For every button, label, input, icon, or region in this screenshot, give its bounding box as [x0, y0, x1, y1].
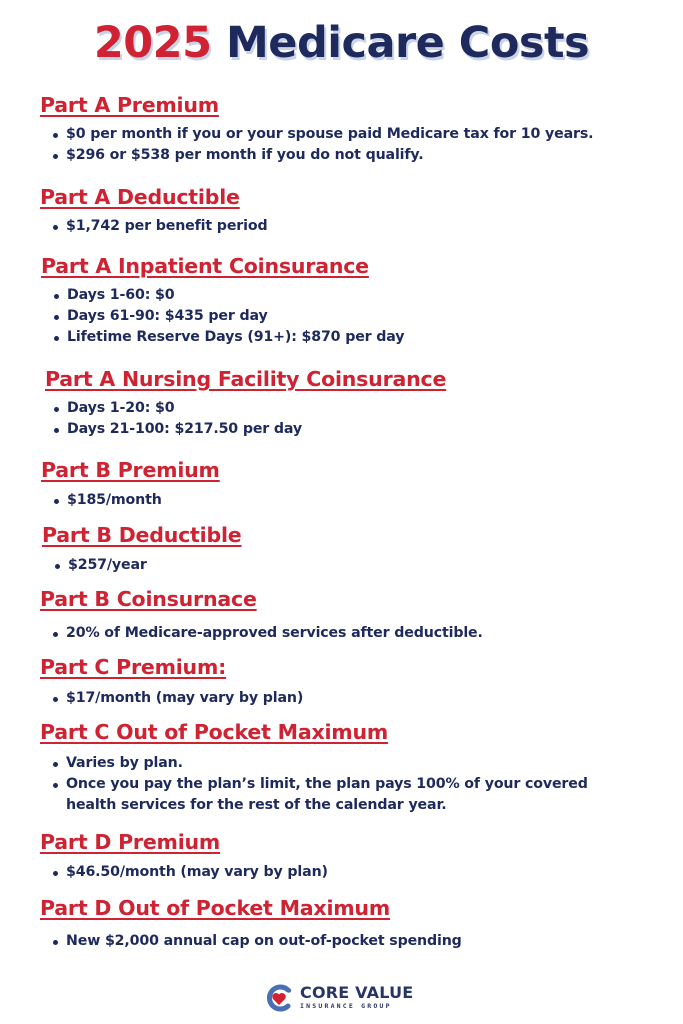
section-heading: Part A Nursing Facility Coinsurance	[45, 367, 447, 391]
bullet-list	[53, 285, 661, 348]
section-part-b-coinsurance	[40, 587, 660, 644]
section-heading: Part B Coinsurnace	[40, 587, 257, 611]
section-heading: Part A Inpatient Coinsurance	[41, 254, 369, 278]
section-part-c-out-of-pocket-maximum	[40, 720, 640, 816]
logo-subtitle: INSURANCE GROUP	[300, 1002, 392, 1010]
c-heart-logo-icon	[264, 983, 294, 1013]
bullet-list	[52, 124, 660, 166]
list-item: Days 1-20: $0	[53, 398, 665, 419]
section-part-c-premium	[40, 655, 660, 709]
list-item: Lifetime Reserve Days (91+): $870 per day	[53, 327, 661, 348]
list-item: Days 61-90: $435 per day	[53, 306, 661, 327]
list-item: $185/month	[53, 490, 661, 511]
list-item: Days 21-100: $217.50 per day	[53, 419, 665, 440]
list-item: Varies by plan.	[52, 753, 640, 774]
bullet-list	[54, 555, 662, 576]
section-part-d-out-of-pocket-maximum	[40, 896, 660, 952]
page-title	[0, 18, 683, 68]
list-item: $0 per month if you or your spouse paid Medicare tax for 10 years.	[52, 124, 660, 145]
section-heading: Part C Premium:	[40, 655, 227, 679]
list-item: New $2,000 annual cap on out-of-pocket spending	[52, 931, 660, 952]
section-heading: Part D Out of Pocket Maximum	[40, 896, 390, 920]
bullet-list	[52, 623, 660, 644]
bullet-list	[52, 216, 660, 237]
list-item: Days 1-60: $0	[53, 285, 661, 306]
list-item: $257/year	[54, 555, 662, 576]
company-logo	[264, 983, 413, 1013]
bullet-list	[52, 931, 660, 952]
section-part-a-nursing-facility-coinsurance	[45, 367, 665, 440]
section-heading: Part C Out of Pocket Maximum	[40, 720, 389, 744]
section-part-a-deductible	[40, 185, 660, 237]
section-part-d-premium	[40, 830, 660, 883]
logo-text	[300, 985, 413, 1011]
section-part-b-deductible	[42, 523, 662, 576]
section-heading: Part A Premium	[40, 93, 219, 117]
list-item: $1,742 per benefit period	[52, 216, 660, 237]
section-part-b-premium	[41, 458, 661, 511]
bullet-list	[52, 753, 640, 816]
section-heading: Part D Premium	[40, 830, 221, 854]
section-heading: Part B Deductible	[42, 523, 242, 547]
section-part-a-premium	[40, 93, 660, 166]
section-heading: Part A Deductible	[40, 185, 240, 209]
list-item: $46.50/month (may vary by plan)	[52, 862, 660, 883]
bullet-list	[53, 398, 665, 440]
bullet-list	[52, 688, 660, 709]
section-part-a-inpatient-coinsurance	[41, 254, 661, 348]
bullet-list	[52, 862, 660, 883]
logo-name: CORE VALUE	[300, 983, 414, 1002]
section-heading: Part B Premium	[41, 458, 220, 482]
title-text: Medicare Costs	[211, 18, 590, 68]
list-item: 20% of Medicare-approved services after deductible.	[52, 623, 660, 644]
list-item: $17/month (may vary by plan)	[52, 688, 660, 709]
list-item: Once you pay the plan’s limit, the plan pays 100% of your covered health services for the rest of the calendar year.	[52, 774, 612, 816]
bullet-list	[53, 490, 661, 511]
title-year: 2025	[93, 18, 212, 68]
list-item: $296 or $538 per month if you do not qualify.	[52, 145, 660, 166]
